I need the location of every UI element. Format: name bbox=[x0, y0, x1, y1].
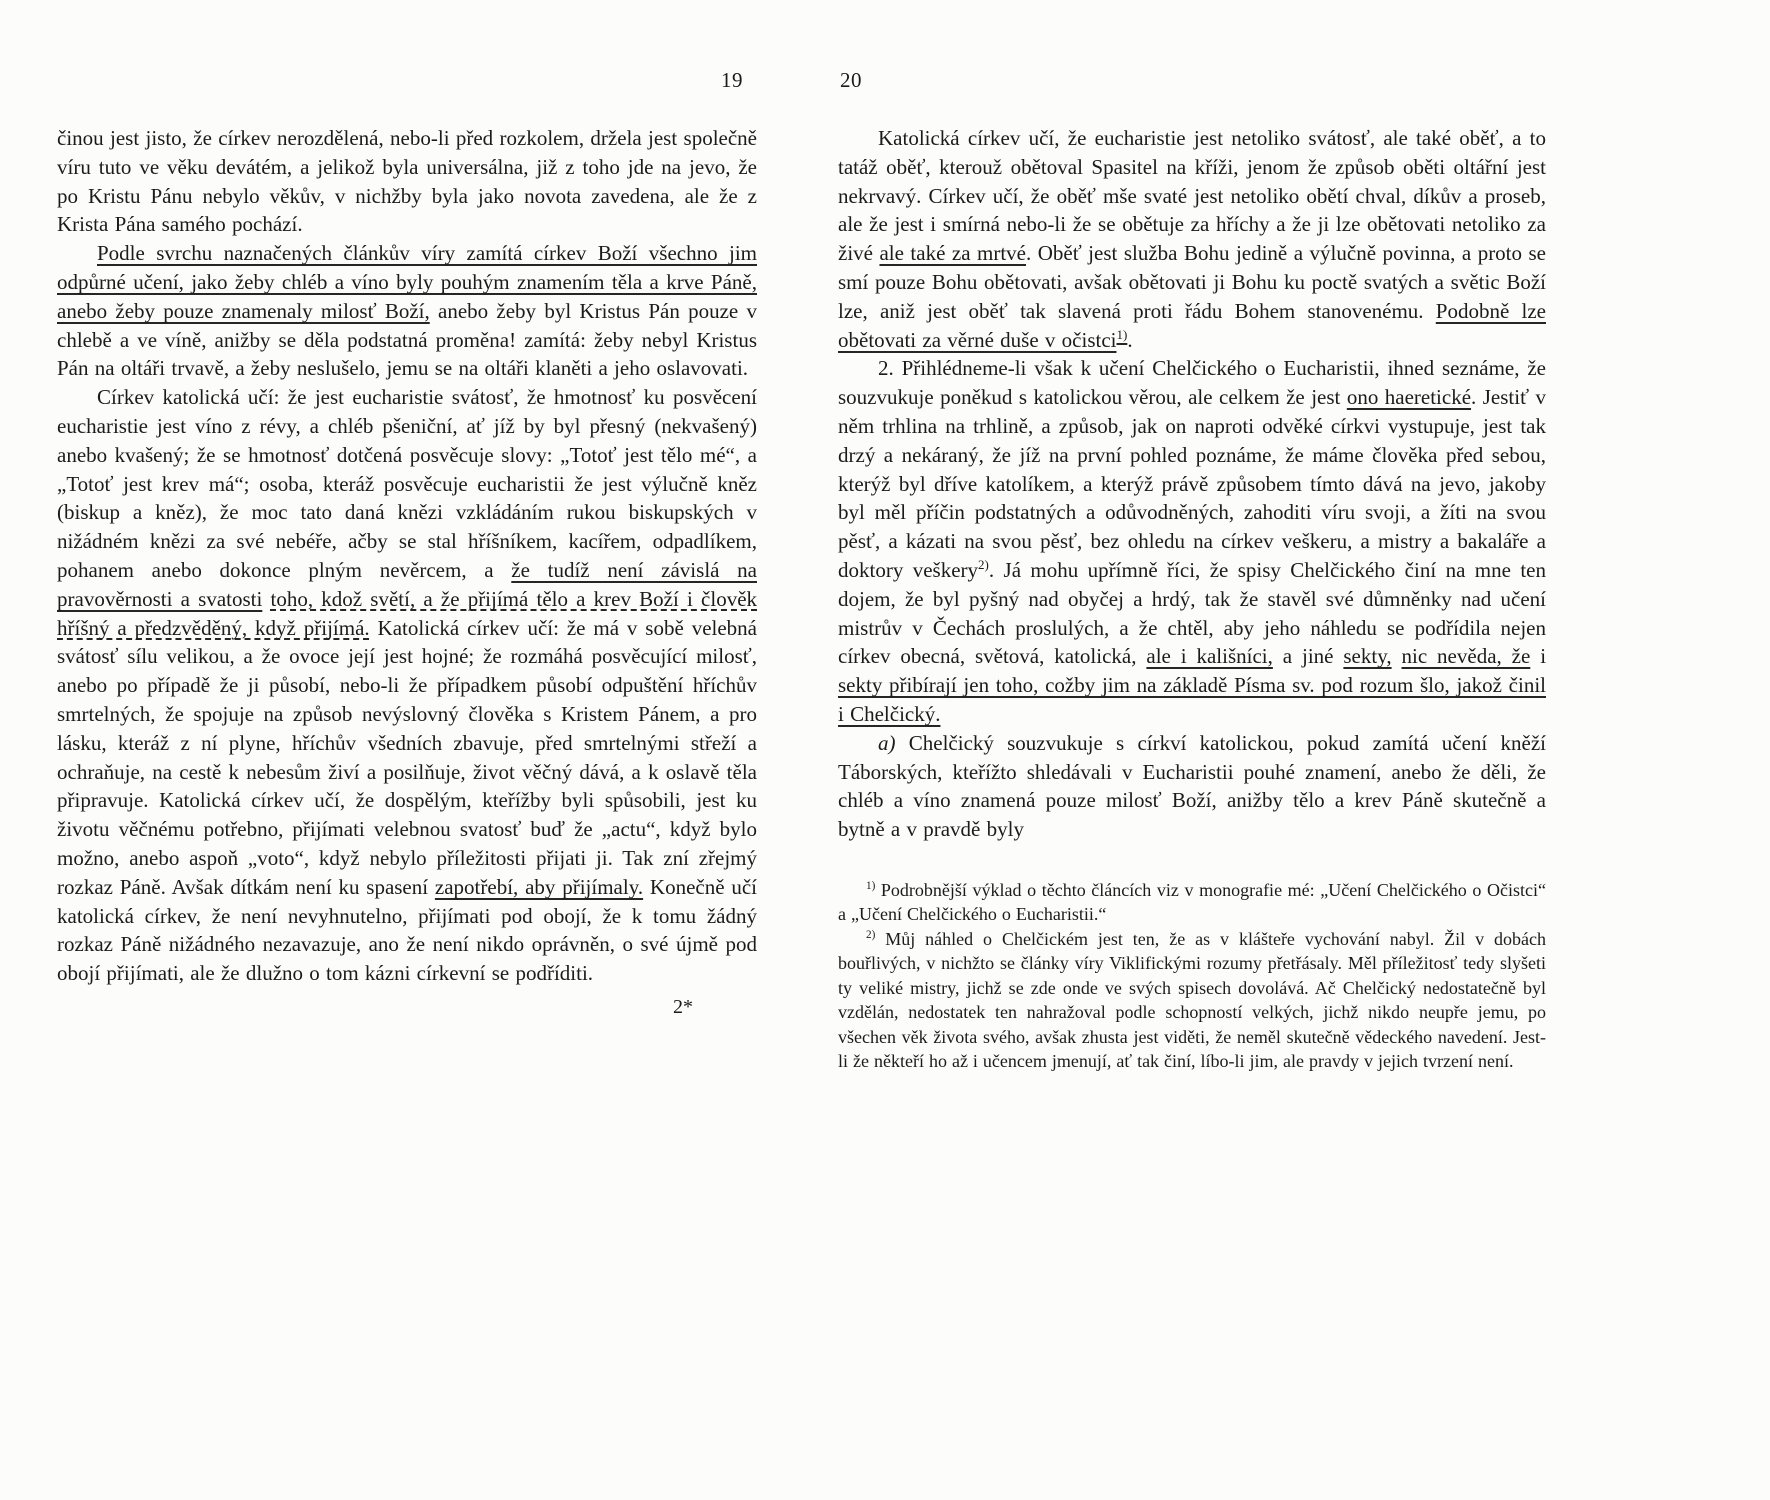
page-20-footnotes bbox=[838, 878, 1546, 1074]
text-segment: 2) bbox=[866, 928, 876, 941]
text-segment: Katolická církev učí, že eucharistie jest netoliko svátosť, ale také oběť, a to tatáž oběť, kterouž obětoval Spasitel na kříži, jenom že způsob oběti oltářní jest nekrvavý. Církev učí, že oběť mše svaté jest netoliko obětí chval, díkův a proseb, ale že jest i smírná nebo-li že se obětuje za hříchy a že ji lze obětovati netoliko za živé bbox=[838, 126, 1546, 266]
text-segment: a) bbox=[878, 730, 896, 755]
text-segment: anebo žeby byl Kristus Pán pouze v chlebě a ve víně, anižby se děla podstatná proměna! zamítá: žeby nebyl Kristus Pán na oltáři trvavě, a žeby neslušelo, jemu se na oltáři klaněti a jeho oslavovati. bbox=[57, 298, 758, 381]
text-segment: Podle svrchu naznačených článkův víry zamítá církev Boží všechno jim odpůrné učení, jako žeby chléb a víno byly pouhým znamením těla a krve Páně, anebo žeby pouze znamenaly milosť Boží, bbox=[57, 241, 757, 323]
text-segment: . Oběť jest služba Bohu jedině a výlučně povinna, a proto se smí pouze Bohu obětovati, avšak obětovati ji Bohu ku poctě svatých a světic Boží lze, aniž jest oběť tak slavená proti řádu Bohem stanovenému. bbox=[838, 241, 1546, 323]
text-segment: sekty, bbox=[1343, 644, 1392, 669]
paragraph bbox=[838, 878, 1546, 927]
text-segment: Podrobnější výklad o těchto článcích viz v monografie mé: „Učení Chelčického o Očistci“ a „Učení Chelčického o Eucharistii.“ bbox=[838, 879, 1546, 925]
page-20-body-text bbox=[838, 124, 1546, 844]
text-segment: ale i kališníci, bbox=[1146, 644, 1273, 669]
paragraph bbox=[838, 124, 1546, 354]
text-segment: Můj náhled o Chelčickém jest ten, že as v klášteře vychování nabyl. Žil v dobách bouřlivých, v nichžto se články víry Viklifickými rozumy přetřásaly. Měl příležitosť tedy slyšeti ty veliké mistry, jichž se zde onde ve svých spisech dovolává. Ač Chelčický nedostatečně byl vzdělán, nedostatek ten nahražoval podle schopností velkých, jichž nikdo neupře jemu, po všechen věk života svého, avšak zhusta jest viděti, že neměl skutečně vědeckého navedení. Jest-li že někteří ho až i učencem jmenují, ať tak činí, líbo-li jim, ale pravdy v jejich tvrzení není. bbox=[838, 928, 1546, 1072]
signature-mark: 2* bbox=[673, 995, 693, 1018]
text-segment: Konečně učí katolická církev, že není nevyhnutelno, přijímati pod obojí, že k tomu žádný rozkaz Páně nižádného nezavazuje, ano že není nikdo oprávněn, o své újmě pod obojí přijímati, ale že dlužno o tom kázni církevní se podříditi. bbox=[57, 874, 757, 986]
text-segment: ono haeretické bbox=[1346, 385, 1472, 410]
text-segment: a jiné bbox=[1272, 644, 1344, 669]
text-segment: 1) bbox=[866, 879, 876, 892]
text-segment: toho, kdož světí, a že přijímá tělo a krev Boží i člověk hříšný a předzvěděný, když přijímá. bbox=[57, 586, 758, 640]
text-segment: Chelčický souzvukuje s církví katolickou, pokud zamítá učení kněží Táborských, kteřížto shledávali v Eucharistii pouhé znamení, anebo že děli, že chléb a víno znamená pouze milosť Boží, anižby tělo a krev Páně skutečně a bytně a v pravdě byly bbox=[838, 730, 1546, 842]
text-segment: sekty přibírají jen toho, cožby jim na základě Písma sv. pod rozum šlo, jakož činil i Chelčický. bbox=[838, 673, 1546, 726]
page-number-right: 20 bbox=[840, 68, 862, 92]
text-segment bbox=[262, 587, 270, 611]
text-segment: 1) bbox=[1116, 326, 1128, 342]
text-segment: Katolická církev učí: že má v sobě velebná svátosť sílu velikou, a že ovoce její jest hojné; že rozmáhá posvěcující milosť, anebo po případě že ji působí, nebo-li že případkem působí odpuštění hříchův smrtelných, že spojuje na způsob nevýslovný člověka s Kristem Pánem, a pro lásku, kteráž z ní plyne, hříchův všedních zbavuje, před smrtelnými střeží a ochraňuje, na cestě k nebesům živí a posilňuje, život věčný dává, a k oslavě těla připravuje. Katolická církev učí, že dospělým, kteřížby byli spůsobili, jest ku životu věčnému potřebno, přijímati velebnou svatosť buď že „actu“, když bylo možno, anebo aspoň „voto“, když nebylo příležitosti přijati ji. Tak zní zřejmý rozkaz Páně. Avšak dítkám není ku spasení bbox=[57, 615, 757, 899]
text-segment: . Já mohu upřímně říci, že spisy Chelčického činí na mne ten dojem, že byl pyšný nad obyčej a hrdý, tak že stavěl své důmněnky nad učení mistrův v Čechách proslulých, a že chtěl, aby jeho náhledu se podřídila nejen církev obecná, světová, katolická, bbox=[838, 557, 1546, 669]
page-19 bbox=[57, 68, 757, 1019]
text-segment: činou jest jisto, že církev nerozdělená, nebo-li před rozkolem, držela jest společně víru tuto ve věku devátém, a jelikož byla universálna, již z toho jde na jevo, že po Kristu Pánu nebylo věkův, v nichžby byla jako novota zavedena, ale že z Krista Pána samého pochází. bbox=[57, 126, 757, 237]
text-segment: . Jestiť v něm trhlina na trhlině, a způsob, jak on naproti odvěké církvi vystupuje, jest tak drzý a nekáraný, že jíž na první pohled poznáme, že máme člověka před sebou, kterýž byl dříve katolíkem, a kterýž právě způsobem tímto dává na jevo, jakoby byl měl příčin podstatných a odůvodněných, zahoditi víru svoji, a žíti na svou pěsť, a kázati na svou pěsť, bez ohledu na církev veškeru, a mistry a bakaláře a doktory veškery bbox=[838, 385, 1546, 582]
text-segment: Církev katolická učí: že jest eucharistie svátosť, že hmotnosť ku posvěcení eucharistie jest víno z révy, a chléb pšeniční, ať jíž by byl přesný (nekvašený) anebo kvašený; že se hmotnosť dotčená posvěcuje slovy: „Totoť jest tělo mé“, a „Totoť jest krev má“; osoba, kteráž posvěcuje eucharistii že jest výlučně kněz (biskup a kněz), že moc tato daná knězi vzkládáním rukou biskupských v nižádném knězi za své nebéře, ačby se stal hříšníkem, kacířem, odpadlíkem, pohanem anebo dokonce plným nevěrcem, a bbox=[57, 385, 757, 582]
text-segment bbox=[1392, 644, 1402, 668]
page-19-body-text bbox=[57, 124, 757, 988]
text-segment: 2) bbox=[978, 556, 989, 572]
text-segment: zapotřebí, aby přijímaly. bbox=[434, 874, 644, 899]
paragraph bbox=[57, 239, 757, 383]
paragraph bbox=[57, 383, 757, 988]
page-number-left: 19 bbox=[721, 68, 743, 92]
text-segment: Podobně lze obětovati za věrné duše v očistci bbox=[838, 298, 1546, 352]
text-segment: že tudíž není závislá na pravověrnosti a svatosti bbox=[57, 557, 757, 611]
paragraph bbox=[57, 124, 757, 239]
text-segment: nic nevěda, že bbox=[1401, 644, 1531, 669]
text-segment: 2. Přihlédneme-li však k učení Chelčického o Eucharistii, ihned seznáme, že souzvukuje poněkud s katolickou věrou, ale celkem že jest bbox=[838, 356, 1546, 410]
paragraph bbox=[838, 729, 1546, 844]
paragraph bbox=[838, 927, 1546, 1074]
text-segment: i bbox=[1530, 644, 1547, 669]
text-segment: . bbox=[1127, 327, 1133, 352]
text-segment: ale také za mrtvé bbox=[879, 241, 1026, 266]
page-20 bbox=[838, 68, 1546, 1074]
paragraph bbox=[838, 354, 1546, 728]
